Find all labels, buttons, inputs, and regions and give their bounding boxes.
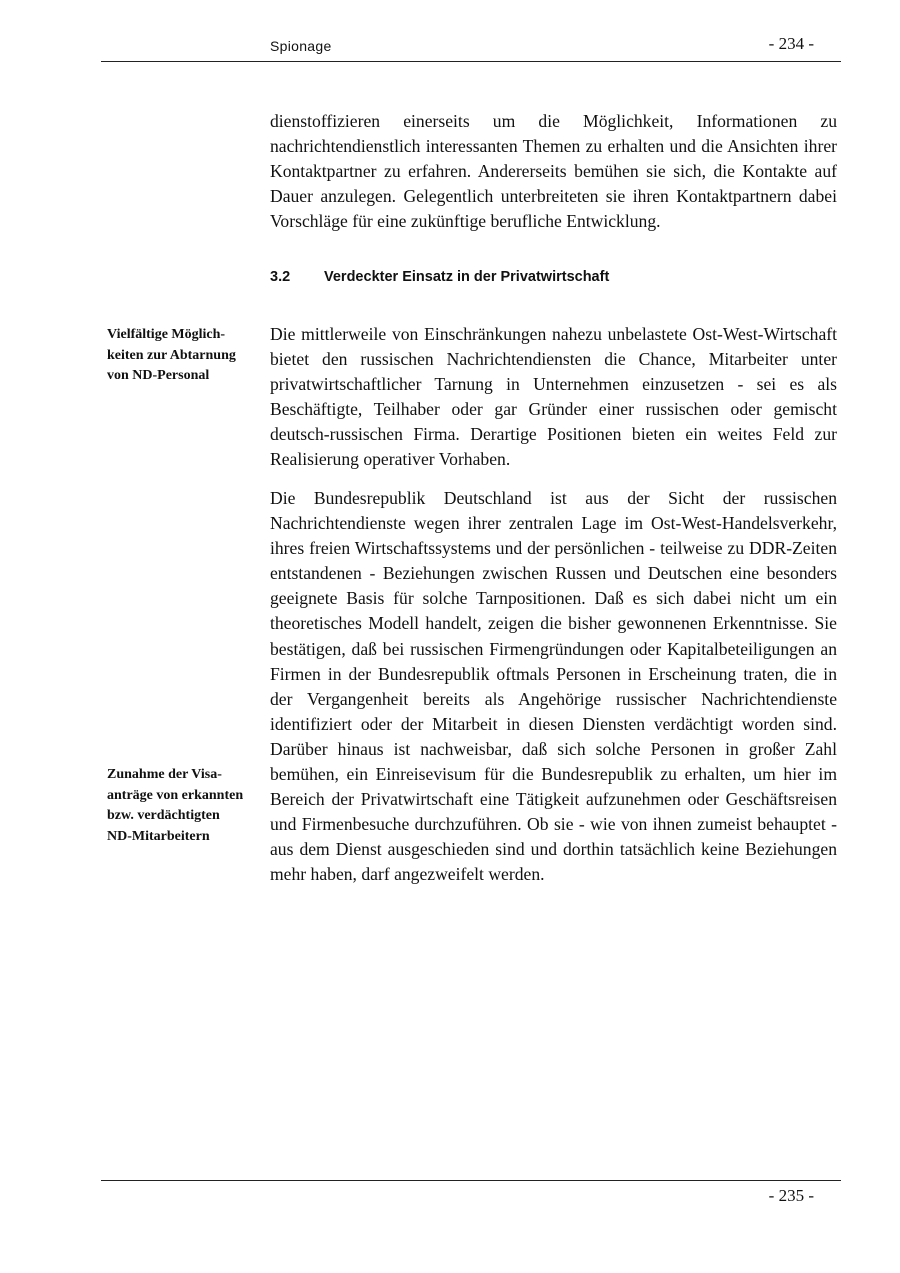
margin-note-tarnung xyxy=(107,325,267,387)
section-number: 3.2 xyxy=(270,269,291,285)
paragraph-text: Die Bundesrepublik Deutschland ist aus der Sicht der russischen Nachrichtendienste wegen ihrer zentralen Lage im Ost-West-Handelsverkehr, ihres freien Wirtschaftssystems und der persönlichen - teilweise zu DDR-Zeiten entstandenen - Beziehungen zwischen Russen und Deutschen eine besonders geeignete Basis für solche Tarnpositionen. Daß es sich dabei nicht um ein theoretisches Modell handelt, zeigen die bisher gewonnenen Erkenntnisse. Sie bestätigen, daß bei russischen Firmengründungen oder Kapitalbeteiligungen an Firmen in der Bundesrepublik oftmals Personen in Erscheinung traten, die in der Vergangenheit bereits als Angehörige russischer Nachrichtendienste identifiziert oder der Mitarbeit in diesen Diensten verdächtigt worden sind. Darüber hinaus ist nachweisbar, daß sich solche Personen in großer Zahl bemühen, ein Einreisevisum für die Bundesrepublik zu erhalten, um hier im Bereich der Privatwirtschaft eine Tätigkeit aufzunehmen oder Geschäftsreisen und Firmenbesuche durchzuführen. Ob sie - wie von ihnen zumeist behauptet - aus dem Dienst ausgeschieden sind und dorthin tatsächlich keine Beziehungen mehr haben, darf angezweifelt werden. xyxy=(270,488,837,885)
margin-note-visa xyxy=(107,765,267,847)
margin-note-line: Zunahme der Visa- xyxy=(107,767,222,782)
margin-note-line: Vielfältige Möglich- xyxy=(107,327,226,342)
header-rule xyxy=(101,61,841,62)
paragraph-bundesrepublik xyxy=(270,486,837,888)
margin-note-line: anträge von erkannten xyxy=(107,787,244,803)
header-page-number: - 234 - xyxy=(768,34,814,53)
margin-note-line: von ND-Personal xyxy=(107,368,210,383)
footer-rule xyxy=(101,1180,841,1181)
running-header-section: Spionage xyxy=(270,38,332,54)
paragraph-text: dienstoffizieren einerseits um die Möglichkeit, Informationen zu nachrichtendienstlich interessanten Themen zu erhalten und die Ansichten ihrer Kontaktpartner zu erfahren. Andererseits bemühen sie sich, die Kontakte auf Dauer anzulegen. Gelegentlich unterbreiteten sie ihren Kontaktpartnern dabei Vorschläge für eine zukünftige berufliche Entwicklung. xyxy=(270,111,837,232)
footer-page-number: - 235 - xyxy=(768,1186,814,1205)
margin-note-line: keiten zur Abtarnung xyxy=(107,347,236,363)
paragraph-ost-west xyxy=(270,322,837,473)
section-heading xyxy=(270,269,609,285)
paragraph-continued xyxy=(270,109,837,234)
margin-note-line: bzw. verdächtigten xyxy=(107,808,220,823)
margin-note-line: ND-Mitarbeitern xyxy=(107,828,210,844)
section-title: Verdeckter Einsatz in der Privatwirtschaft xyxy=(324,269,610,285)
paragraph-text: Die mittlerweile von Einschränkungen nahezu unbelastete Ost-West-Wirtschaft bietet den russischen Nachrichtendiensten die Chance, Mitarbeiter unter privatwirtschaftlicher Tarnung in Unternehmen einzusetzen - sei es als Beschäftigte, Teilhaber oder gar Gründer einer russischen oder gemischt deutsch-russischen Firma. Derartige Positionen bieten ein weites Feld zur Realisierung operativer Vorhaben. xyxy=(270,324,837,470)
